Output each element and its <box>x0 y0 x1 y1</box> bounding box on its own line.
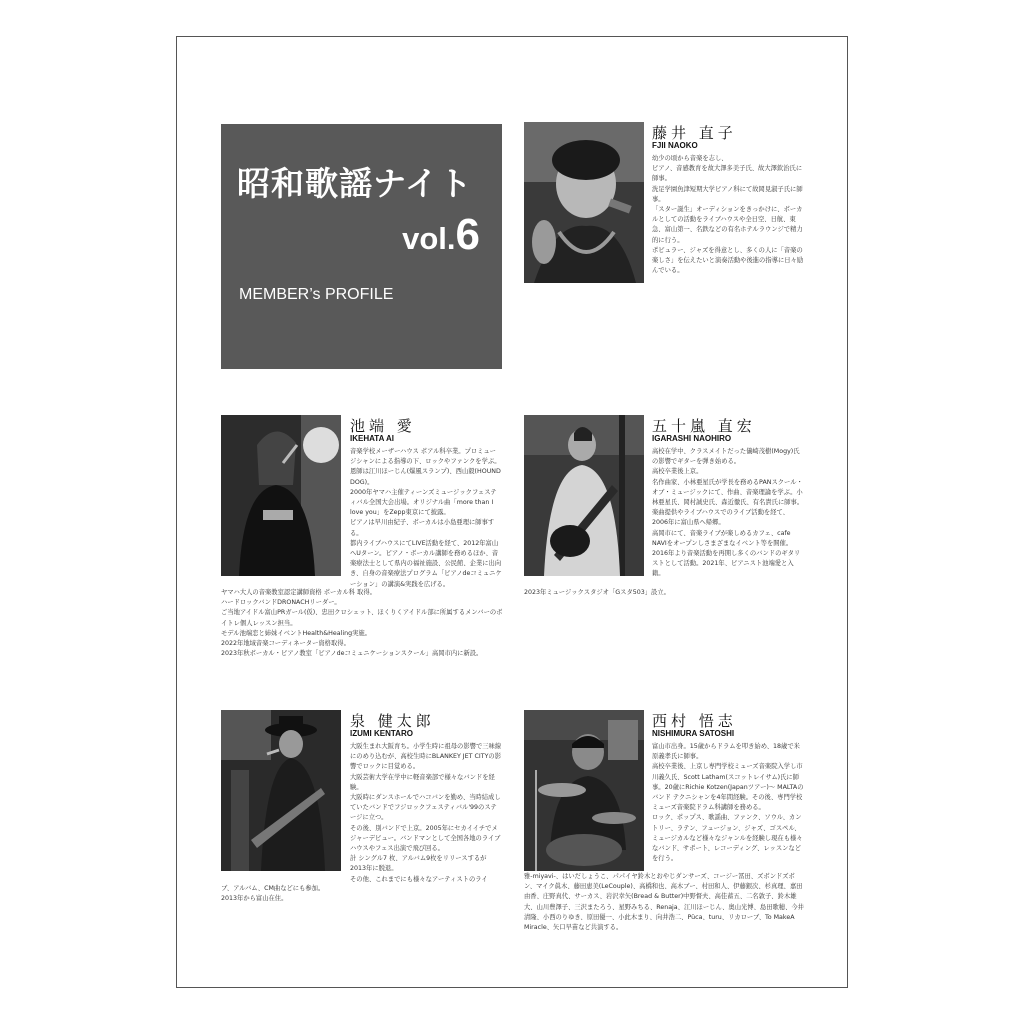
bio-paragraph: ヤマハ大人の音楽教室認定講師資格 ボーカル科 取得。 <box>221 589 376 596</box>
bio-paragraph: ブ、アルバム、CM曲などにも参加。 <box>221 885 325 892</box>
nishimura-name-en: NISHIMURA SATOSHI <box>652 729 735 738</box>
bio-paragraph: ピアノ、音感教育を故大澤多美子氏、故大澤欽治氏に師事。 <box>652 165 803 183</box>
bio-paragraph: ご当地アイドル富山PRガール(仮)、忠田クロシェット、ほくりくアイドル部に所属するメンバーのボイトレ個人レッスン担当。 <box>221 609 503 627</box>
bio-paragraph: 音楽学校メーザーハウス ボアル科卒業。プロミュージシャンによる指導の下、ロックやファンクを学ぶ。恩師は江川ほーじん(爆風スランプ)、西山毅(HOUND DOG)。 <box>350 448 501 486</box>
izumi-bio <box>350 742 502 885</box>
bio-paragraph: モデル池端恋と姉妹イベントHealth&Healing実施。 <box>221 629 371 637</box>
bio-paragraph: 2013年から富山在住。 <box>221 895 288 903</box>
bio-paragraph: 2023年ミュージックスタジオ「Gスタ503」設立。 <box>524 589 670 596</box>
izumi-name-en: IZUMI KENTARO <box>350 729 413 738</box>
izumi-bio-extended <box>221 884 503 904</box>
bio-paragraph: 大阪芸術大学在学中に軽音楽部で様々なバンドを経験。 <box>350 773 495 791</box>
bio-paragraph: 高岡市にて、音楽ライブが楽しめるカフェ、cafe NAVIをオープンしさまざまなイベント等を開催。 <box>652 529 793 547</box>
bio-paragraph: 「スター誕生」オーディションをきっかけに、ボーカルとしての活動をライブハウスや全日空、日航、東急、富山第一、名鉄などの有名ホテルラウンジで精力的に行う。 <box>652 206 803 244</box>
fujii-bio <box>652 154 804 276</box>
volume-prefix: vol. <box>402 221 456 256</box>
volume-label <box>402 210 480 260</box>
bio-paragraph: 高校卒業後、上京し専門学校ミューズ音楽院入学し市川義久氏、Scott Latham(スコットレイサム)氏に師事。20歳にRichie Kotzen(Japanツアー)～ MALTAのバンド テクニシャンを4年間経験。その後、専門学校ミューズ音楽院ドラム科講師を務める。 <box>652 763 804 812</box>
ikehata-bio-extended <box>221 588 503 659</box>
bio-paragraph: 高校在学中、クラスメイトだった儀崎茂樹(Mogy)氏の影響でギターを弾き始める。 <box>652 448 800 466</box>
bio-paragraph: 大阪生まれ大阪育ち。小学生時に祖母の影響で三味線にのめり込むが、高校生時にBLANKEY JET CITYの影響でロックに目覚める。 <box>350 743 502 771</box>
igarashi-photo <box>524 415 644 576</box>
bio-paragraph: 名作曲家、小林亜星氏が学長を務めるPANスクール・オブ・ミュージックにて、作曲、音楽理論を学ぶ。小林亜星氏、岡村誠史氏、森近徹氏、有名貴氏に師事。 <box>652 478 804 507</box>
bio-paragraph: 洗足学園魚津短期大学ピアノ科にて故岡見淑子氏に師事。 <box>652 185 803 203</box>
nishimura-photo <box>524 710 644 871</box>
ikehata-name-ja: 池端 愛 <box>350 417 416 435</box>
subtitle: MEMBER’s PROFILE <box>239 286 394 303</box>
ikehata-photo <box>221 415 341 576</box>
nishimura-bio <box>652 742 804 864</box>
volume-number: 6 <box>455 210 480 259</box>
igarashi-bio-extended <box>524 588 806 598</box>
igarashi-name-en: IGARASHI NAOHIRO <box>652 434 732 443</box>
bio-paragraph: 高校卒業後上京。 <box>652 468 703 476</box>
fujii-photo <box>524 122 644 283</box>
bio-paragraph: 2023年秋ボーカル・ピアノ教室「ピアノdeコミュニケーションスクール」高岡市内に新設。 <box>221 650 483 658</box>
title-block <box>221 124 502 369</box>
bio-paragraph: ポピュラー、ジャズを得意とし、多くの人に「音楽の楽しさ」を伝えたいと演奏活動や後進の指導に日々励んでいる。 <box>652 246 804 275</box>
bio-paragraph: 計 シングル7 枚、アルバム9枚をリリースするが2013年に脱退。 <box>350 855 487 873</box>
ikehata-bio <box>350 447 502 590</box>
bio-paragraph: その後、別バンドで上京。2005年にセカイイチでメジャーデビュー。バンドマンとして全国各地のライブハウスやフェス出演で飛び回る。 <box>350 824 501 853</box>
bio-paragraph: 楽曲提供やライブハウスでのライブ活動を経て、2006年に富山県へ帰郷。 <box>652 509 789 527</box>
nishimura-bio-extended <box>524 872 806 933</box>
bio-paragraph: 2016年より音楽活動を再開し多くのバンドのギタリストとして活動。2021年、ピアニスト池端愛と入籍。 <box>652 550 801 578</box>
nishimura-name-ja: 西村 悟志 <box>652 712 737 730</box>
bio-paragraph: ピアノは早川由紀子、ボーカルは小島亜理に師事する。 <box>350 519 495 537</box>
event-title: 昭和歌謡ナイト <box>237 164 473 203</box>
bio-paragraph: 2022年地域音楽コーディネーター資格取得。 <box>221 640 350 648</box>
igarashi-bio <box>652 447 804 580</box>
bio-paragraph: 大阪時にダンスホールでハコバンを勤め、当時結成していたバンドでフジロックフェスティバル'99のステージに立つ。 <box>350 794 501 822</box>
bio-paragraph: 雅-miyavi-、はいだしょうこ、パパイヤ鈴木とおやじダンサーズ、コージー冨田、ズボンドズボン、マイク眞木、藤田恵美(LeCouple)、高橋和也、高木ブー、村田和人、伊藤銀次、杉真理、嘉田由香、庄野真代、サーカス、岩沢幸矢(Bread & Butter)中野督夫、高佳蓄五、二名敦子、鈴木雄大、山川豊澤子、三沢またろう、星野みちる、Renaja、江川ほーじん、奥山光博、島田歌穂、今井清隆、小西のりゆき、原田優一、小此木まり、向井浩二、Püca、turu、リカローブ、To MakeA Miracle、矢口早苗など共演する。 <box>524 873 804 932</box>
bio-paragraph: 富山市出身。15歳からドラムを叩き始め、18歳で米原義孝氏に師事。 <box>652 743 800 761</box>
bio-paragraph: ハードロックバンドDRONACHリーダー。 <box>221 599 341 607</box>
igarashi-name-ja: 五十嵐 直宏 <box>652 417 756 435</box>
ikehata-name-en: IKEHATA AI <box>350 434 394 443</box>
fujii-name-ja: 藤井 直子 <box>652 124 737 142</box>
bio-paragraph: 2000年ヤマハ主催ティーンズミュージックフェスティバル全国大会出場。オリジナル曲「more than I love you」をZepp東京にて披露。 <box>350 488 497 517</box>
bio-paragraph: 都内ライブハウスにてLIVE活動を経て、2012年富山へUターン。ピアノ・ボーカル講師を務めるほか、音楽療法士として県内の福祉施設、公民館、企業に出向き、自身の音楽療法プログラム「ピアノdeコミュニケーション」の講演&実践を広げる。 <box>350 539 502 588</box>
bio-paragraph: ロック、ポップス、歌謡曲、ファンク、ソウル、カントリー、ラテン、フュージョン、ジャズ、ゴスペル、ミュージカルなど様々なジャンルを経験し現在も様々なバンド、サポート、レコーディング、レッスンなどを行う。 <box>652 814 803 863</box>
bio-paragraph: 幼少の頃から音楽を志し、 <box>652 155 728 162</box>
izumi-name-ja: 泉 健太郎 <box>350 712 435 730</box>
izumi-photo <box>221 710 341 871</box>
fujii-name-en: FJII NAOKO <box>652 141 698 150</box>
bio-paragraph: その他、これまでにも様々なアーティストのライ <box>350 875 488 883</box>
